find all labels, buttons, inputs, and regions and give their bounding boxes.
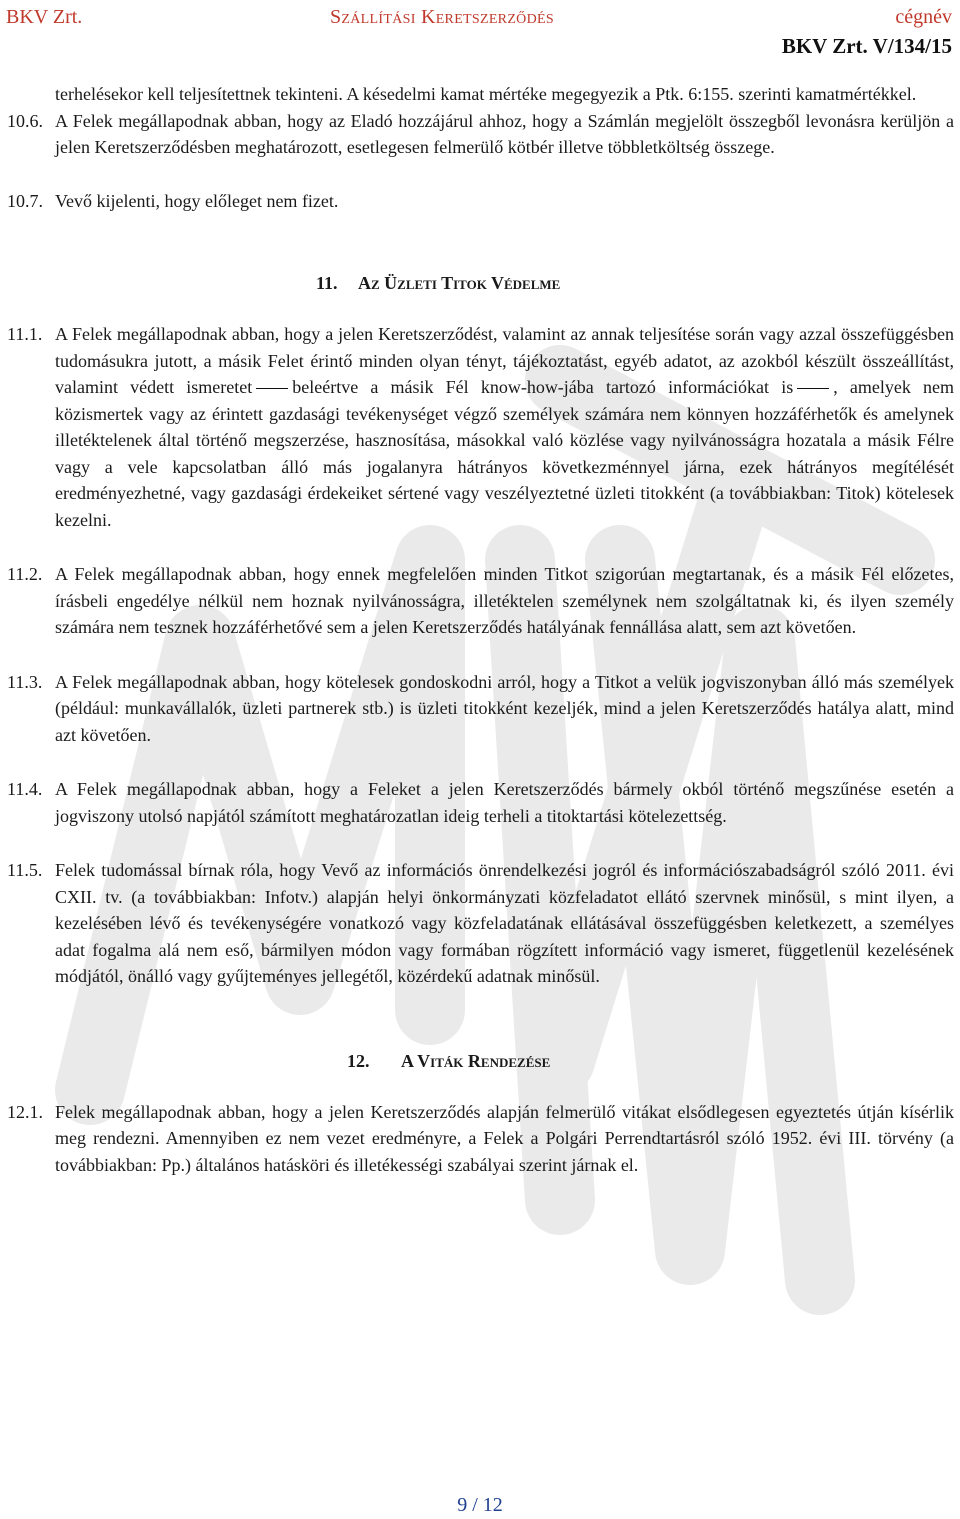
paragraph-text: Vevő kijelenti, hogy előleget nem fizet.	[55, 190, 339, 211]
paragraph-text: A Felek megállapodnak abban, hogy az Eladó hozzájárul ahhoz, hogy a Számlán megjelölt összegből levonásra kerüljön a jelen Keretszerződésben meghatározott, esetlegesen felmerülő kötbér illetve többletköltség összege.	[55, 110, 954, 157]
section-number: 12.	[347, 1050, 370, 1071]
paragraph-text-b: beleértve a másik Fél know-how-jába tartozó információkat is	[292, 377, 794, 397]
header-company: BKV Zrt.	[6, 6, 83, 28]
paragraph-11-5	[0, 857, 960, 990]
paragraph-11-2	[0, 561, 960, 641]
paragraph-number: 12.1.	[7, 1101, 43, 1122]
header-company-placeholder: cégnév	[895, 6, 952, 28]
paragraph-text: A Felek megállapodnak abban, hogy ennek megfelelően minden Titkot szigorúan megtartanak, és a másik Fél előzetes, írásbeli engedélye nélkül nem hoznak nyilvánosságra, illetéktelen személynek nem szolgáltatnak ki, és ilyen személy számára nem tesznek hozzáférhetővé sem a jelen Keretszerződés hatályának fennállása alatt, sem azt követően.	[55, 564, 954, 637]
em-dash	[797, 388, 829, 389]
page-number: 9 / 12	[457, 1494, 503, 1516]
paragraph-text: A Felek megállapodnak abban, hogy a Feleket a jelen Keretszerződés bármely okból történő megszűnése esetén a jogviszony utolsó napjától számított meghatározatlan ideig terheli a titoktartási kötelezettség.	[55, 779, 954, 826]
paragraph-11-1	[0, 321, 960, 533]
header-doc-ref: BKV Zrt. V/134/15	[781, 34, 952, 58]
document-body	[0, 81, 960, 1178]
paragraph-10-6	[0, 108, 960, 161]
paragraph-10-7	[0, 188, 960, 215]
paragraph-text: terhelésekor kell teljesítettnek tekinteni. A késedelmi kamat mértéke megegyezik a Ptk. 6:155. szerinti kamatmértékkel.	[55, 84, 917, 104]
paragraph-number: 11.1.	[7, 324, 43, 344]
paragraph-number: 10.7.	[7, 190, 43, 211]
paragraph-12-1	[0, 1099, 960, 1179]
em-dash	[256, 388, 288, 389]
paragraph-11-3	[0, 669, 960, 749]
paragraph-text-c: , amelyek nem közismertek vagy az érintett gazdasági tevékenységet végző személyek számára nem könnyen hozzáférhetők és amelynek illetéktelenek által történő megszerzése, hasznosítása, másokkal való közlése vagy nyilvánosságra hozatala a másik Félre vagy a vele kapcsolatban álló más jogalanyra hátrányos következménnyel járna, ezek hátrányos megítélését eredményezhetné, vagy gazdasági érdekeiket sértené vagy veszélyeztetné üzleti titokként (a továbbiakban: Titok) kötelesek kezelni.	[55, 377, 954, 530]
section-number: 11.	[316, 273, 338, 293]
paragraph-text-a: A Felek megállapodnak abban, hogy a jelen Keretszerződést, valamint az annak teljesítése során vagy azzal összefüggésben tudomásukra jutott, a másik Felet érintő minden olyan tényt, tájékoztatást, egyéb adatot, az azokból készült összeállítást, valamint védett ismeretet	[55, 324, 954, 397]
paragraph-10-5-continuation	[0, 81, 960, 108]
paragraph-number: 11.2.	[7, 564, 43, 584]
paragraph-11-4	[0, 776, 960, 829]
section-title: Az Üzleti Titok Védelme	[358, 273, 561, 293]
paragraph-text: Felek tudomással bírnak róla, hogy Vevő az információs önrendelkezési jogról és információszabadságról szóló 2011. évi CXII. tv. (a továbbiakban: Infotv.) alapján helyi önkormányzati közfeladatot ellátó szervnek minősül, s mint ilyen, a kezelésében lévő és tevékenységére vonatkozó vagy közfeladatának ellátásával összefüggésben keletkezett, a személyes adat fogalma alá nem eső, bármilyen módon vagy formában rögzített információ vagy ismeret, függetlenül kezelésének módjától, önálló vagy gyűjteményes jellegétől, közérdekű adatnak minősül.	[55, 860, 954, 986]
paragraph-number: 10.6.	[7, 110, 43, 131]
paragraph-number: 11.4.	[7, 779, 43, 799]
section-title: A Viták Rendezése	[401, 1050, 551, 1071]
paragraph-text: A Felek megállapodnak abban, hogy kötelesek gondoskodni arról, hogy a Titkot a velük jogviszonyban álló más személyek (például: munkavállalók, üzleti partnerek stb.) is üzleti titokként kezeljék, mind a jelen Keretszerződés hatálya alatt, mind azt követően.	[55, 671, 954, 745]
paragraph-text: Felek megállapodnak abban, hogy a jelen Keretszerződés alapján felmerülő vitákat elsődlegesen egyeztetés útján kísérlik meg rendezni. Amennyiben ez nem vezet eredményre, a Felek a Polgári Perrendtartásról szóló 1952. évi III. törvény (a továbbiakban: Pp.) általános hatásköri és illetékességi szabályai szerint járnak el.	[55, 1101, 954, 1175]
section-11-heading	[0, 270, 960, 296]
page-header	[0, 0, 960, 70]
section-12-heading	[0, 1048, 960, 1074]
paragraph-number: 11.5.	[7, 860, 43, 880]
paragraph-number: 11.3.	[7, 671, 43, 692]
header-doc-title: Szállítási Keretszerződés	[330, 6, 554, 28]
